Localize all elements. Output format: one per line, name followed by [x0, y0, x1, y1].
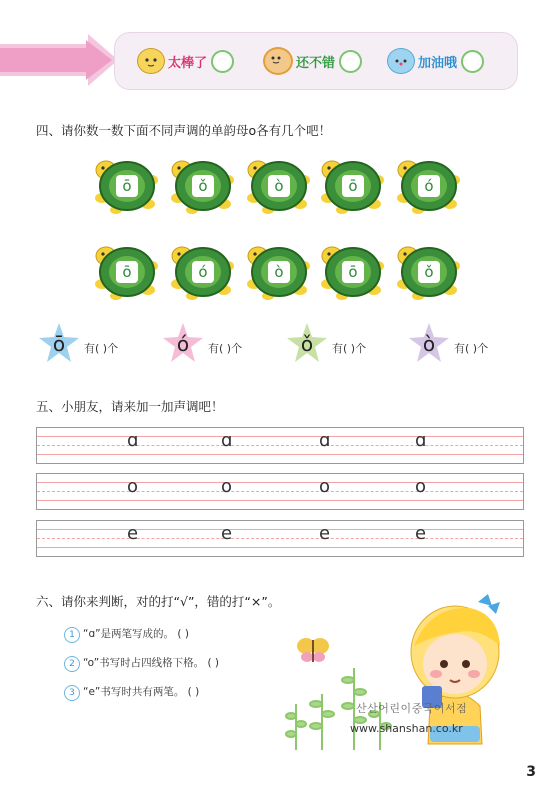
rating-good-label: 还不错	[296, 55, 336, 71]
vowel-e: e	[319, 523, 331, 544]
turtle-with-o-tone	[396, 244, 462, 300]
four-line-grid-e[interactable]	[36, 520, 524, 557]
tone-count-blank: 有( )个	[454, 342, 489, 355]
turtle-with-o-tone	[170, 244, 236, 300]
rating-great-circle[interactable]	[211, 50, 234, 73]
turtle-with-o-tone	[396, 158, 462, 214]
tone-count-3	[286, 322, 406, 366]
section6-title: 六、请你来判断，对的打“√”，错的打“×”。	[36, 594, 281, 609]
question-number: 2	[64, 656, 80, 672]
tone-count-4	[408, 322, 528, 366]
tone-count-blank: 有( )个	[84, 342, 119, 355]
rating-try-label: 加油哦	[418, 55, 458, 71]
turtle-letter: ó	[418, 175, 440, 197]
mouse-face-icon	[387, 48, 415, 74]
rating-great	[137, 45, 234, 77]
vowel-a: ɑ	[221, 430, 233, 451]
turtle-with-o-tone	[320, 244, 386, 300]
rating-try-circle[interactable]	[461, 50, 484, 73]
vowel-o: o	[127, 476, 139, 497]
rating-try	[387, 45, 484, 77]
vowel-o: o	[415, 476, 427, 497]
turtle-letter: ō	[342, 261, 364, 283]
turtle-letter: ó	[192, 261, 214, 283]
page-number: 3	[526, 764, 536, 780]
tone-count-blank: 有( )个	[332, 342, 367, 355]
tone-count-2	[162, 322, 282, 366]
turtle-letter: ō	[116, 261, 138, 283]
judge-question-3[interactable]	[64, 684, 199, 701]
section5-title: 五、小朋友，请来加一加声调吧！	[36, 399, 224, 414]
question-text: “ɑ”是两笔写成的。 ( )	[83, 628, 189, 640]
turtle-with-o-tone	[94, 158, 160, 214]
tone-char: ò	[422, 332, 436, 356]
tone-count-1	[38, 322, 158, 366]
turtle-with-o-tone	[320, 158, 386, 214]
question-text: “o”书写时占四线格下格。 ( )	[83, 657, 220, 669]
turtle-with-o-tone	[170, 158, 236, 214]
self-rating-panel	[114, 32, 518, 90]
girl-illustration	[400, 576, 510, 746]
judge-question-1[interactable]	[64, 626, 189, 643]
cat-face-icon	[137, 48, 165, 74]
watermark-korean: 산산어린이중국어서점	[356, 702, 468, 715]
turtle-letter: ō	[342, 175, 364, 197]
turtle-letter: ǒ	[418, 261, 440, 283]
four-line-grid-o[interactable]	[36, 473, 524, 510]
header-arrow-decoration	[0, 34, 118, 86]
rating-good-circle[interactable]	[339, 50, 362, 73]
vowel-a: ɑ	[415, 430, 427, 451]
vowel-a: ɑ	[319, 430, 331, 451]
turtle-letter: ǒ	[192, 175, 214, 197]
lion-face-icon	[263, 47, 293, 75]
turtle-with-o-tone	[94, 244, 160, 300]
turtle-letter: ō	[116, 175, 138, 197]
question-text: “e”书写时共有两笔。 ( )	[83, 686, 200, 698]
four-line-grid-a[interactable]	[36, 427, 524, 464]
turtle-with-o-tone	[246, 158, 312, 214]
butterfly-icon	[296, 634, 330, 666]
turtle-letter: ò	[268, 175, 290, 197]
question-number: 3	[64, 685, 80, 701]
rating-great-label: 太棒了	[168, 55, 208, 71]
tone-char: ō	[52, 332, 66, 356]
vowel-e: e	[415, 523, 427, 544]
vowel-e: e	[127, 523, 139, 544]
question-number: 1	[64, 627, 80, 643]
vowel-o: o	[221, 476, 233, 497]
turtle-with-o-tone	[246, 244, 312, 300]
rating-good	[263, 45, 362, 77]
vowel-a: ɑ	[127, 430, 139, 451]
turtle-letter: ò	[268, 261, 290, 283]
judge-question-2[interactable]	[64, 655, 219, 672]
vowel-o: o	[319, 476, 331, 497]
section4-title: 四、请你数一数下面不同声调的单韵母o各有几个吧！	[36, 123, 332, 138]
tone-char: ǒ	[300, 332, 314, 356]
tone-char: ó	[176, 332, 190, 356]
tone-count-blank: 有( )个	[208, 342, 243, 355]
vowel-e: e	[221, 523, 233, 544]
watermark-url: www.shanshan.co.kr	[350, 722, 463, 735]
